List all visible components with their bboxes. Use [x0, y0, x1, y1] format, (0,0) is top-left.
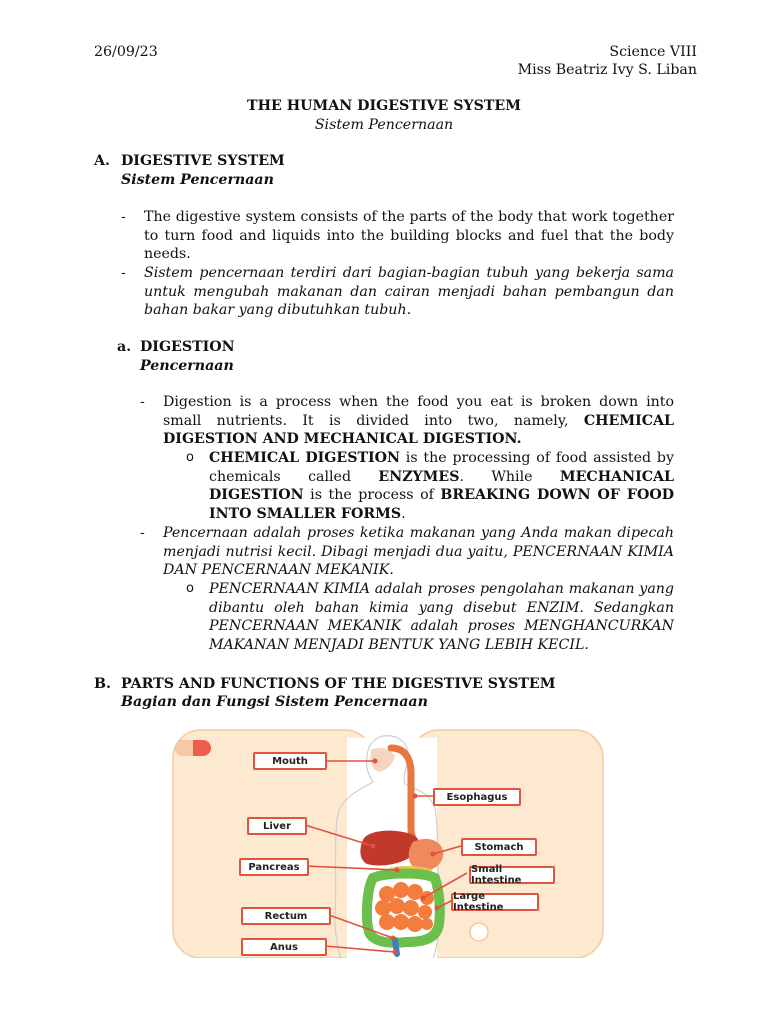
section-a-bullet-2: Sistem pencernaan terdiri dari bagian-bagian tubuh yang bekerja sama untuk mengubah makanan dan cairan menjadi bahan pembangun dan bahan bakar yang dibutuhkan tubuh.: [144, 265, 674, 319]
label-esophagus: Esophagus: [433, 788, 521, 806]
bullet-dash: -: [140, 525, 145, 541]
digestion-sub-bullet-1: [209, 449, 674, 523]
text-run: is the process of: [303, 487, 441, 504]
digestion-sub-bullet-2: PENCERNAAN KIMIA adalah proses pengolahan makanan yang dibantu oleh bahan kimia yang disebut ENZIM. Sedangkan PENCERNAAN MEKANIK adalah proses MENGHANCURKAN MAKANAN MENJADI BENTUK YANG LEBIH KECIL.: [209, 581, 674, 653]
page-title: THE HUMAN DIGESTIVE SYSTEM: [247, 98, 521, 114]
section-a-subheading: Sistem Pencernaan: [121, 172, 274, 188]
text-run: is the processing of food assisted by chemicals called: [209, 450, 675, 485]
date: 26/09/23: [94, 44, 158, 60]
page-subtitle: Sistem Pencernaan: [314, 117, 454, 133]
pill-icon: [175, 740, 211, 756]
section-a-bullet-1: The digestive system consists of the parts of the body that work together to turn food and liquids into the building blocks and fuel that the body needs.: [144, 209, 674, 263]
circle-bullet: o: [186, 581, 194, 596]
text-run-bold: MECHANICAL DIGESTION: [209, 468, 674, 504]
label-rectum: Rectum: [241, 907, 331, 925]
sub-a-subheading: Pencernaan: [140, 358, 234, 374]
label-mouth: Mouth: [253, 752, 327, 770]
digestion-bullet-1: [163, 393, 674, 449]
text-run: .: [401, 505, 406, 522]
label-pancreas: Pancreas: [239, 858, 309, 876]
text-run: . While: [459, 468, 560, 485]
section-a-letter: A.: [94, 153, 110, 169]
text-run-bold: CHEMICAL DIGESTION: [209, 450, 400, 466]
bullet-dash: -: [121, 209, 126, 225]
section-b-subheading: Bagian dan Fungsi Sistem Pencernaan: [121, 694, 428, 710]
text-run-bold: CHEMICAL DIGESTION AND MECHANICAL DIGESTION.: [163, 412, 674, 448]
section-b-letter: B.: [94, 676, 111, 692]
digestion-bullet-2: Pencernaan adalah proses ketika makanan yang Anda makan dipecah menjadi nutrisi kecil. Dibagi menjadi dua yaitu, PENCERNAAN KIMIA DAN PENCERNAAN MEKANIK.: [163, 525, 674, 579]
section-a-heading: DIGESTIVE SYSTEM: [121, 153, 285, 169]
subject: Science VIII: [609, 44, 697, 60]
label-anus: Anus: [241, 938, 327, 956]
label-liver: Liver: [247, 817, 307, 835]
section-b-heading: PARTS AND FUNCTIONS OF THE DIGESTIVE SYSTEM: [121, 676, 556, 692]
bullet-dash: -: [140, 394, 145, 410]
label-large-intestine: Large Intestine: [451, 893, 539, 911]
sub-a-heading: DIGESTION: [140, 339, 235, 355]
text-run: Digestion is a process when the food you eat is broken down into small nutrients. It is divided into two, namely,: [163, 394, 674, 429]
diagram-illustration: [167, 718, 617, 958]
text-run-bold: BREAKING DOWN OF FOOD INTO SMALLER FORMS: [209, 487, 674, 522]
digestive-system-diagram: [167, 718, 617, 958]
teacher-name: Miss Beatriz Ivy S. Liban: [517, 62, 697, 78]
label-small-intestine: Small Intestine: [469, 866, 555, 884]
sub-a-letter: a.: [117, 339, 132, 355]
text-run-bold: ENZYMES: [378, 468, 460, 485]
bullet-dash: -: [121, 265, 126, 281]
circle-bullet: o: [186, 450, 194, 465]
label-stomach: Stomach: [461, 838, 537, 856]
